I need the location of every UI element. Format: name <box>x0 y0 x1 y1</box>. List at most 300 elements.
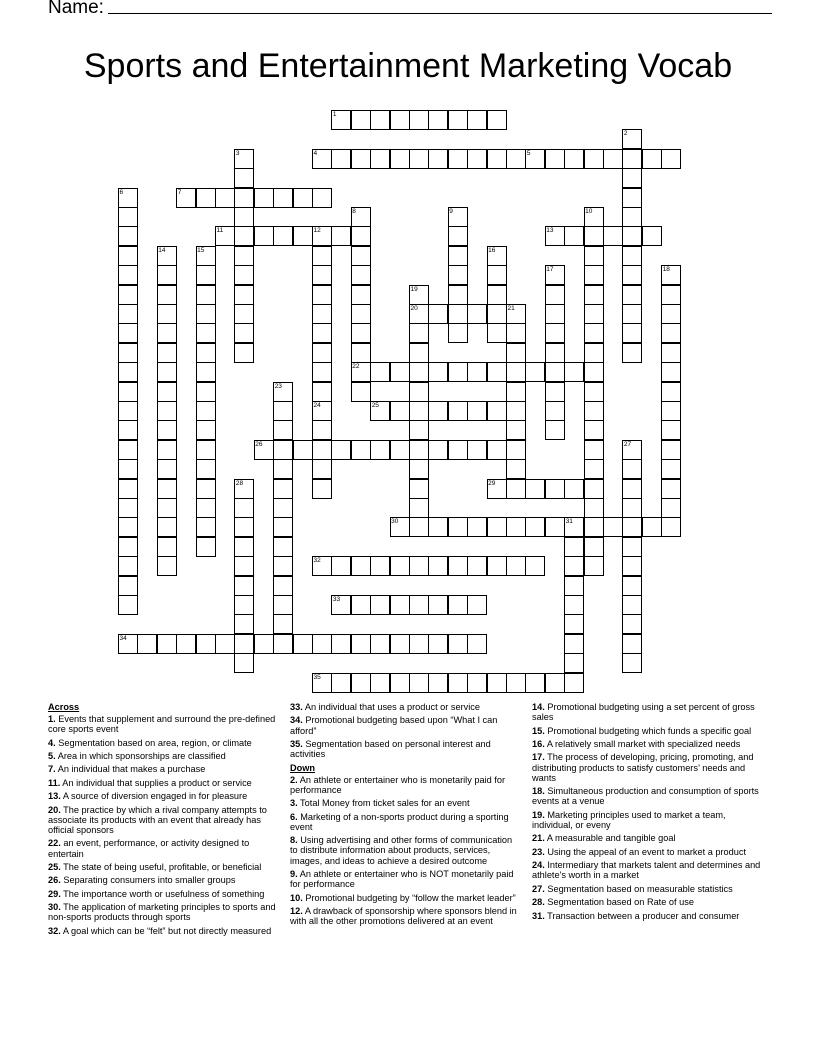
grid-cell[interactable] <box>234 634 254 654</box>
grid-cell[interactable] <box>584 285 604 305</box>
grid-cell[interactable] <box>603 517 623 537</box>
grid-cell[interactable] <box>584 304 604 324</box>
grid-cell[interactable] <box>273 498 293 518</box>
grid-cell[interactable] <box>661 420 681 440</box>
grid-cell[interactable] <box>312 343 332 363</box>
grid-cell[interactable] <box>157 401 177 421</box>
grid-cell[interactable] <box>448 517 468 537</box>
grid-cell[interactable] <box>351 343 371 363</box>
grid-cell[interactable] <box>118 323 138 343</box>
grid-cell[interactable] <box>506 401 526 421</box>
grid-cell[interactable] <box>118 479 138 499</box>
grid-cell[interactable] <box>273 556 293 576</box>
grid-cell[interactable] <box>545 323 565 343</box>
grid-cell[interactable] <box>467 595 487 615</box>
grid-cell[interactable] <box>331 556 351 576</box>
grid-cell[interactable] <box>196 498 216 518</box>
grid-cell[interactable] <box>506 440 526 460</box>
grid-cell[interactable] <box>642 517 662 537</box>
grid-cell[interactable] <box>370 149 390 169</box>
grid-cell[interactable] <box>506 362 526 382</box>
grid-cell[interactable] <box>622 149 642 169</box>
grid-cell[interactable] <box>196 323 216 343</box>
grid-cell[interactable] <box>157 382 177 402</box>
grid-cell[interactable] <box>409 304 429 324</box>
grid-cell[interactable] <box>448 226 468 246</box>
grid-cell[interactable] <box>506 673 526 693</box>
grid-cell[interactable] <box>584 207 604 227</box>
grid-cell[interactable] <box>118 188 138 208</box>
grid-cell[interactable] <box>661 323 681 343</box>
grid-cell[interactable] <box>409 595 429 615</box>
grid-cell[interactable] <box>312 634 332 654</box>
grid-cell[interactable] <box>409 149 429 169</box>
grid-cell[interactable] <box>351 304 371 324</box>
grid-cell[interactable] <box>254 226 274 246</box>
grid-cell[interactable] <box>506 382 526 402</box>
grid-cell[interactable] <box>448 673 468 693</box>
grid-cell[interactable] <box>487 149 507 169</box>
grid-cell[interactable] <box>351 595 371 615</box>
grid-cell[interactable] <box>603 226 623 246</box>
grid-cell[interactable] <box>487 673 507 693</box>
grid-cell[interactable] <box>196 265 216 285</box>
grid-cell[interactable] <box>234 304 254 324</box>
grid-cell[interactable] <box>409 556 429 576</box>
grid-cell[interactable] <box>312 382 332 402</box>
grid-cell[interactable] <box>545 517 565 537</box>
grid-cell[interactable] <box>487 246 507 266</box>
grid-cell[interactable] <box>293 188 313 208</box>
grid-cell[interactable] <box>564 634 584 654</box>
grid-cell[interactable] <box>273 537 293 557</box>
grid-cell[interactable] <box>467 149 487 169</box>
grid-cell[interactable] <box>428 149 448 169</box>
grid-cell[interactable] <box>622 459 642 479</box>
grid-cell[interactable] <box>584 479 604 499</box>
grid-cell[interactable] <box>370 362 390 382</box>
grid-cell[interactable] <box>157 323 177 343</box>
grid-cell[interactable] <box>157 362 177 382</box>
grid-cell[interactable] <box>584 420 604 440</box>
grid-cell[interactable] <box>215 226 235 246</box>
grid-cell[interactable] <box>622 129 642 149</box>
grid-cell[interactable] <box>584 440 604 460</box>
grid-cell[interactable] <box>448 207 468 227</box>
grid-cell[interactable] <box>390 440 410 460</box>
grid-cell[interactable] <box>234 207 254 227</box>
grid-cell[interactable] <box>118 595 138 615</box>
grid-cell[interactable] <box>118 246 138 266</box>
grid-cell[interactable] <box>370 440 390 460</box>
grid-cell[interactable] <box>118 537 138 557</box>
grid-cell[interactable] <box>196 188 216 208</box>
grid-cell[interactable] <box>118 207 138 227</box>
grid-cell[interactable] <box>118 420 138 440</box>
grid-cell[interactable] <box>312 149 332 169</box>
grid-cell[interactable] <box>370 556 390 576</box>
grid-cell[interactable] <box>118 285 138 305</box>
grid-cell[interactable] <box>331 110 351 130</box>
grid-cell[interactable] <box>312 304 332 324</box>
grid-cell[interactable] <box>215 634 235 654</box>
grid-cell[interactable] <box>661 517 681 537</box>
grid-cell[interactable] <box>118 382 138 402</box>
grid-cell[interactable] <box>118 556 138 576</box>
grid-cell[interactable] <box>525 556 545 576</box>
grid-cell[interactable] <box>390 595 410 615</box>
grid-cell[interactable] <box>622 343 642 363</box>
grid-cell[interactable] <box>312 188 332 208</box>
grid-cell[interactable] <box>467 401 487 421</box>
grid-cell[interactable] <box>118 226 138 246</box>
grid-cell[interactable] <box>409 323 429 343</box>
grid-cell[interactable] <box>273 226 293 246</box>
grid-cell[interactable] <box>273 459 293 479</box>
grid-cell[interactable] <box>118 343 138 363</box>
grid-cell[interactable] <box>525 149 545 169</box>
grid-cell[interactable] <box>370 595 390 615</box>
grid-cell[interactable] <box>351 556 371 576</box>
grid-cell[interactable] <box>234 479 254 499</box>
grid-cell[interactable] <box>487 110 507 130</box>
grid-cell[interactable] <box>118 576 138 596</box>
grid-cell[interactable] <box>312 401 332 421</box>
grid-cell[interactable] <box>642 226 662 246</box>
grid-cell[interactable] <box>118 459 138 479</box>
grid-cell[interactable] <box>196 401 216 421</box>
grid-cell[interactable] <box>622 498 642 518</box>
grid-cell[interactable] <box>506 420 526 440</box>
grid-cell[interactable] <box>428 517 448 537</box>
grid-cell[interactable] <box>196 304 216 324</box>
grid-cell[interactable] <box>622 168 642 188</box>
grid-cell[interactable] <box>196 246 216 266</box>
grid-cell[interactable] <box>409 420 429 440</box>
grid-cell[interactable] <box>351 246 371 266</box>
grid-cell[interactable] <box>234 498 254 518</box>
grid-cell[interactable] <box>351 440 371 460</box>
grid-cell[interactable] <box>293 440 313 460</box>
grid-cell[interactable] <box>254 634 274 654</box>
grid-cell[interactable] <box>370 634 390 654</box>
grid-cell[interactable] <box>234 595 254 615</box>
grid-cell[interactable] <box>157 420 177 440</box>
grid-cell[interactable] <box>545 673 565 693</box>
grid-cell[interactable] <box>390 149 410 169</box>
grid-cell[interactable] <box>312 420 332 440</box>
grid-cell[interactable] <box>661 304 681 324</box>
grid-cell[interactable] <box>584 401 604 421</box>
grid-cell[interactable] <box>622 653 642 673</box>
grid-cell[interactable] <box>196 285 216 305</box>
grid-cell[interactable] <box>487 323 507 343</box>
grid-cell[interactable] <box>545 285 565 305</box>
grid-cell[interactable] <box>312 440 332 460</box>
grid-cell[interactable] <box>157 246 177 266</box>
grid-cell[interactable] <box>331 149 351 169</box>
grid-cell[interactable] <box>448 285 468 305</box>
grid-cell[interactable] <box>467 673 487 693</box>
grid-cell[interactable] <box>564 226 584 246</box>
grid-cell[interactable] <box>545 382 565 402</box>
grid-cell[interactable] <box>487 362 507 382</box>
grid-cell[interactable] <box>390 362 410 382</box>
grid-cell[interactable] <box>584 382 604 402</box>
grid-cell[interactable] <box>157 440 177 460</box>
grid-cell[interactable] <box>487 479 507 499</box>
grid-cell[interactable] <box>293 634 313 654</box>
grid-cell[interactable] <box>584 537 604 557</box>
grid-cell[interactable] <box>234 556 254 576</box>
grid-cell[interactable] <box>351 110 371 130</box>
grid-cell[interactable] <box>448 556 468 576</box>
grid-cell[interactable] <box>409 440 429 460</box>
grid-cell[interactable] <box>506 479 526 499</box>
grid-cell[interactable] <box>661 401 681 421</box>
grid-cell[interactable] <box>331 595 351 615</box>
grid-cell[interactable] <box>196 517 216 537</box>
grid-cell[interactable] <box>428 673 448 693</box>
grid-cell[interactable] <box>448 440 468 460</box>
grid-cell[interactable] <box>622 440 642 460</box>
grid-cell[interactable] <box>409 285 429 305</box>
grid-cell[interactable] <box>545 420 565 440</box>
grid-cell[interactable] <box>564 149 584 169</box>
grid-cell[interactable] <box>118 634 138 654</box>
grid-cell[interactable] <box>661 382 681 402</box>
grid-cell[interactable] <box>661 362 681 382</box>
grid-cell[interactable] <box>584 517 604 537</box>
grid-cell[interactable] <box>196 537 216 557</box>
grid-cell[interactable] <box>564 595 584 615</box>
grid-cell[interactable] <box>622 576 642 596</box>
grid-cell[interactable] <box>118 304 138 324</box>
grid-cell[interactable] <box>234 226 254 246</box>
grid-cell[interactable] <box>622 595 642 615</box>
grid-cell[interactable] <box>409 382 429 402</box>
grid-cell[interactable] <box>273 479 293 499</box>
grid-cell[interactable] <box>487 556 507 576</box>
grid-cell[interactable] <box>370 673 390 693</box>
grid-cell[interactable] <box>234 576 254 596</box>
grid-cell[interactable] <box>622 517 642 537</box>
grid-cell[interactable] <box>564 362 584 382</box>
grid-cell[interactable] <box>234 188 254 208</box>
grid-cell[interactable] <box>584 498 604 518</box>
grid-cell[interactable] <box>428 110 448 130</box>
grid-cell[interactable] <box>545 304 565 324</box>
grid-cell[interactable] <box>176 634 196 654</box>
grid-cell[interactable] <box>351 149 371 169</box>
grid-cell[interactable] <box>273 382 293 402</box>
grid-cell[interactable] <box>467 517 487 537</box>
grid-cell[interactable] <box>137 634 157 654</box>
grid-cell[interactable] <box>254 188 274 208</box>
grid-cell[interactable] <box>661 479 681 499</box>
grid-cell[interactable] <box>525 673 545 693</box>
grid-cell[interactable] <box>351 226 371 246</box>
grid-cell[interactable] <box>409 362 429 382</box>
grid-cell[interactable] <box>584 226 604 246</box>
grid-cell[interactable] <box>312 673 332 693</box>
grid-cell[interactable] <box>118 498 138 518</box>
grid-cell[interactable] <box>273 188 293 208</box>
grid-cell[interactable] <box>661 459 681 479</box>
grid-cell[interactable] <box>448 323 468 343</box>
grid-cell[interactable] <box>409 634 429 654</box>
grid-cell[interactable] <box>409 110 429 130</box>
grid-cell[interactable] <box>273 634 293 654</box>
grid-cell[interactable] <box>487 265 507 285</box>
grid-cell[interactable] <box>176 188 196 208</box>
grid-cell[interactable] <box>622 556 642 576</box>
grid-cell[interactable] <box>584 362 604 382</box>
grid-cell[interactable] <box>390 110 410 130</box>
grid-cell[interactable] <box>118 440 138 460</box>
grid-cell[interactable] <box>564 576 584 596</box>
grid-cell[interactable] <box>448 362 468 382</box>
grid-cell[interactable] <box>351 673 371 693</box>
grid-cell[interactable] <box>584 323 604 343</box>
grid-cell[interactable] <box>312 362 332 382</box>
grid-cell[interactable] <box>273 440 293 460</box>
grid-cell[interactable] <box>273 576 293 596</box>
grid-cell[interactable] <box>487 304 507 324</box>
grid-cell[interactable] <box>331 634 351 654</box>
grid-cell[interactable] <box>506 304 526 324</box>
grid-cell[interactable] <box>564 614 584 634</box>
grid-cell[interactable] <box>428 556 448 576</box>
grid-cell[interactable] <box>564 653 584 673</box>
grid-cell[interactable] <box>467 634 487 654</box>
grid-cell[interactable] <box>545 479 565 499</box>
grid-cell[interactable] <box>487 517 507 537</box>
grid-cell[interactable] <box>196 459 216 479</box>
grid-cell[interactable] <box>312 285 332 305</box>
grid-cell[interactable] <box>622 634 642 654</box>
grid-cell[interactable] <box>312 246 332 266</box>
grid-cell[interactable] <box>564 537 584 557</box>
grid-cell[interactable] <box>661 343 681 363</box>
grid-cell[interactable] <box>428 304 448 324</box>
grid-cell[interactable] <box>564 556 584 576</box>
grid-cell[interactable] <box>584 265 604 285</box>
grid-cell[interactable] <box>661 265 681 285</box>
grid-cell[interactable] <box>331 226 351 246</box>
grid-cell[interactable] <box>545 265 565 285</box>
grid-cell[interactable] <box>157 459 177 479</box>
grid-cell[interactable] <box>428 362 448 382</box>
grid-cell[interactable] <box>661 285 681 305</box>
grid-cell[interactable] <box>157 343 177 363</box>
grid-cell[interactable] <box>506 323 526 343</box>
grid-cell[interactable] <box>506 517 526 537</box>
grid-cell[interactable] <box>545 401 565 421</box>
grid-cell[interactable] <box>603 149 623 169</box>
grid-cell[interactable] <box>448 304 468 324</box>
grid-cell[interactable] <box>234 614 254 634</box>
grid-cell[interactable] <box>331 673 351 693</box>
grid-cell[interactable] <box>409 673 429 693</box>
grid-cell[interactable] <box>312 323 332 343</box>
grid-cell[interactable] <box>467 362 487 382</box>
grid-cell[interactable] <box>409 459 429 479</box>
grid-cell[interactable] <box>351 382 371 402</box>
grid-cell[interactable] <box>467 556 487 576</box>
grid-cell[interactable] <box>118 401 138 421</box>
grid-cell[interactable] <box>293 226 313 246</box>
grid-cell[interactable] <box>351 265 371 285</box>
grid-cell[interactable] <box>584 149 604 169</box>
grid-cell[interactable] <box>370 401 390 421</box>
grid-cell[interactable] <box>312 556 332 576</box>
grid-cell[interactable] <box>157 285 177 305</box>
grid-cell[interactable] <box>196 440 216 460</box>
grid-cell[interactable] <box>351 634 371 654</box>
grid-cell[interactable] <box>661 498 681 518</box>
grid-cell[interactable] <box>545 149 565 169</box>
grid-cell[interactable] <box>448 110 468 130</box>
grid-cell[interactable] <box>545 362 565 382</box>
grid-cell[interactable] <box>390 401 410 421</box>
grid-cell[interactable] <box>622 285 642 305</box>
grid-cell[interactable] <box>196 420 216 440</box>
grid-cell[interactable] <box>622 188 642 208</box>
grid-cell[interactable] <box>370 110 390 130</box>
grid-cell[interactable] <box>564 673 584 693</box>
grid-cell[interactable] <box>312 226 332 246</box>
grid-cell[interactable] <box>506 343 526 363</box>
grid-cell[interactable] <box>234 653 254 673</box>
grid-cell[interactable] <box>448 634 468 654</box>
grid-cell[interactable] <box>312 459 332 479</box>
grid-cell[interactable] <box>196 634 216 654</box>
grid-cell[interactable] <box>312 479 332 499</box>
grid-cell[interactable] <box>118 362 138 382</box>
grid-cell[interactable] <box>584 246 604 266</box>
grid-cell[interactable] <box>351 285 371 305</box>
grid-cell[interactable] <box>157 498 177 518</box>
grid-cell[interactable] <box>157 265 177 285</box>
grid-cell[interactable] <box>273 401 293 421</box>
grid-cell[interactable] <box>487 401 507 421</box>
grid-cell[interactable] <box>487 440 507 460</box>
grid-cell[interactable] <box>428 595 448 615</box>
grid-cell[interactable] <box>506 556 526 576</box>
grid-cell[interactable] <box>390 673 410 693</box>
grid-cell[interactable] <box>622 304 642 324</box>
grid-cell[interactable] <box>234 168 254 188</box>
grid-cell[interactable] <box>564 479 584 499</box>
grid-cell[interactable] <box>409 517 429 537</box>
grid-cell[interactable] <box>428 401 448 421</box>
grid-cell[interactable] <box>351 362 371 382</box>
grid-cell[interactable] <box>390 634 410 654</box>
grid-cell[interactable] <box>157 479 177 499</box>
grid-cell[interactable] <box>234 246 254 266</box>
grid-cell[interactable] <box>622 207 642 227</box>
grid-cell[interactable] <box>622 323 642 343</box>
grid-cell[interactable] <box>622 246 642 266</box>
grid-cell[interactable] <box>273 595 293 615</box>
grid-cell[interactable] <box>622 479 642 499</box>
grid-cell[interactable] <box>390 556 410 576</box>
grid-cell[interactable] <box>448 246 468 266</box>
grid-cell[interactable] <box>234 149 254 169</box>
grid-cell[interactable] <box>584 459 604 479</box>
grid-cell[interactable] <box>157 556 177 576</box>
